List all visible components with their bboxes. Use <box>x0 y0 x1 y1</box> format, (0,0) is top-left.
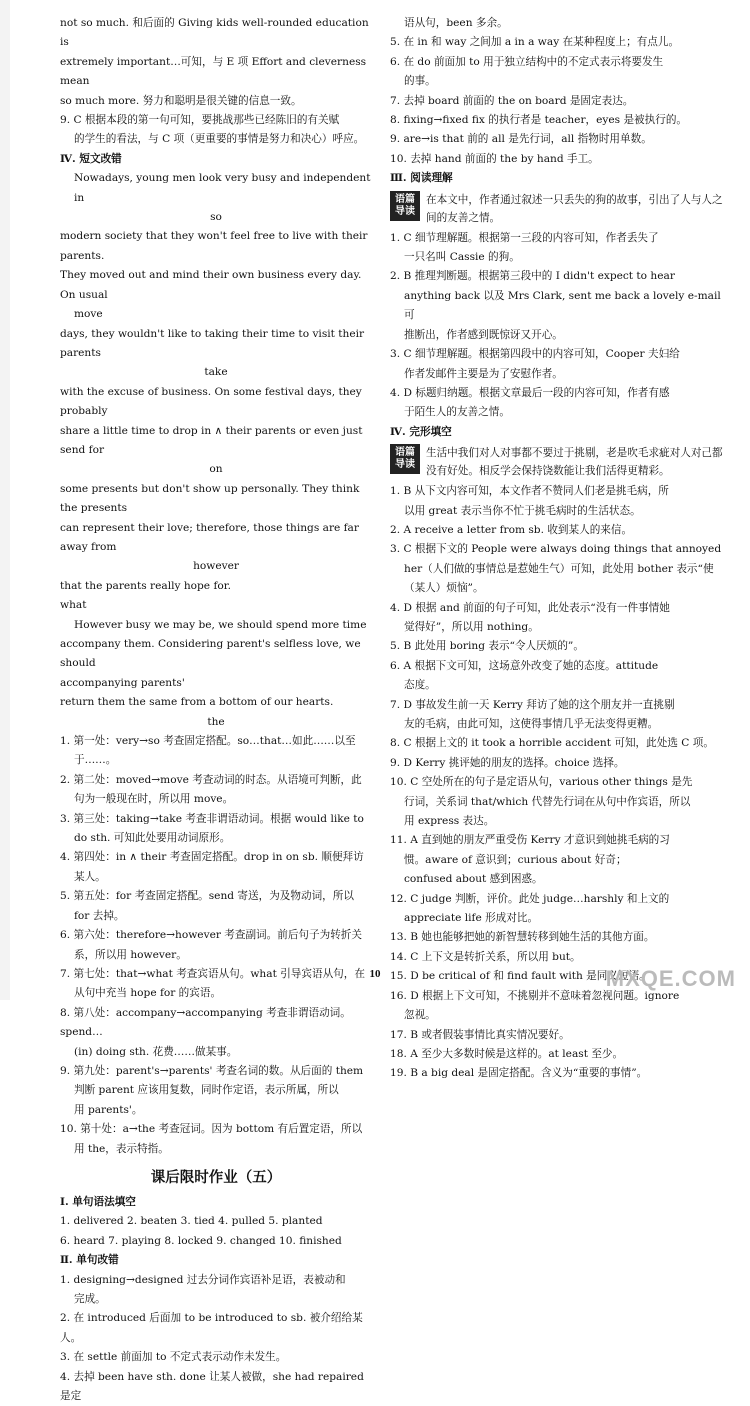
text-line: 2. A receive a letter from sb. 收到某人的来信。 <box>390 523 633 536</box>
text-line: They moved out and mind their own business every day. On usual <box>60 269 362 301</box>
text-line: Ⅳ. 短文改错 <box>60 152 122 165</box>
text-line: 17. B 或者假装事情比真实情况要好。 <box>390 1028 570 1041</box>
text-line: 判断 parent 应该用复数，同时作定语，表示所属，所以 <box>74 1084 339 1097</box>
text-line: 6. 第六处：therefore→however 考查副词。前后句子为转折关 <box>60 929 362 942</box>
text-line: 1. C 细节理解题。根据第一三段的内容可知，作者丢失了 <box>390 231 659 244</box>
text-line: what <box>60 599 87 612</box>
text-line: 7. D 事故发生前一天 Kerry 拜访了她的这个朋友并一直挑剔 <box>390 698 675 711</box>
text-line: 句为一般现在时，所以用 move。 <box>74 793 234 806</box>
left-column <box>60 14 372 1406</box>
text-line: 4. D 根据 and 前面的句子可知，此处表示“没有一件事情她 <box>390 601 670 614</box>
text-line: 用 express 表达。 <box>404 815 495 828</box>
text-line: 8. C 根据上文的 it took a horrible accident 可知，此处选 C 项。 <box>390 737 714 750</box>
text-line: 7. 第七处：that→what 考查宾语从句。what 引导宾语从句，在 <box>60 967 365 980</box>
text-line: days, they wouldn't like to taking their time to visit their parents <box>60 327 365 359</box>
guide-badge: 语篇导读 <box>390 191 420 221</box>
text-line: accompanying parents' <box>60 676 185 689</box>
watermark-logo: MXQE.COM <box>605 966 736 991</box>
text-line: However busy we may be, we should spend more time <box>74 618 367 631</box>
text-line: 2. 第二处：moved→move 考查动词的时态。从语境可判断，此 <box>60 773 362 786</box>
text-line: 的学生的看法，与 C 项（更重要的事情是努力和决心）呼应。 <box>74 133 365 146</box>
text-line: 11. A 直到她的朋友严重受伤 Kerry 才意识到她挑毛病的习 <box>390 834 670 847</box>
text-line: 友的毛病，由此可知，这使得事情几乎无法变得更糟。 <box>404 718 659 730</box>
text-line: 9. 第九处：parent's→parents' 考查名词的数。从后面的 them <box>60 1064 364 1077</box>
text-line: 从句中充当 hope for 的宾语。 <box>74 987 222 1000</box>
text-line: Nowadays, young men look very busy and independent in <box>74 172 371 204</box>
text-line: 用 parents'。 <box>74 1103 143 1116</box>
right-text-block-2 <box>390 229 728 442</box>
page-edge-shadow <box>0 0 10 1000</box>
text-line: 1. delivered 2. beaten 3. tied 4. pulled 5. planted <box>60 1215 323 1228</box>
text-line: however <box>193 560 239 573</box>
text-line: 系，所以用 however。 <box>74 948 187 961</box>
text-line: 忽视。 <box>404 1009 436 1022</box>
page-number: 10 <box>369 968 381 980</box>
right-text-block-3 <box>390 482 728 1084</box>
text-line: （某人）烦恼”。 <box>404 582 484 595</box>
text-line: that the parents really hope for. <box>60 579 232 592</box>
text-line: 4. D 标题归纳题。根据文章最后一段的内容可知，作者有感 <box>390 386 670 399</box>
text-line: anything back 以及 Mrs Clark, sent me back a lovely e-mail 可 <box>404 289 721 322</box>
text-line: 16. D 根据上下文可知，不挑剔并不意味着忽视问题。ignore <box>390 989 680 1002</box>
text-line: 9. D Kerry 挑评她的朋友的选择。choice 选择。 <box>390 756 625 769</box>
text-line: with the excuse of business. On some festival days, they probably <box>60 385 362 418</box>
text-line: so much more. 努力和聪明是很关键的信息一致。 <box>60 94 302 107</box>
cloze-guide-banner <box>390 444 728 480</box>
text-line: 6. heard 7. playing 8. locked 9. changed 10. finished <box>60 1234 342 1247</box>
right-column <box>390 14 728 1084</box>
text-line: 3. C 细节理解题。根据第四段中的内容可知，Cooper 夫妇给 <box>390 348 680 361</box>
text-line: return them the same from a bottom of our hearts. <box>60 696 334 709</box>
text-line: 6. A 根据下文可知，这场意外改变了她的态度。attitude <box>390 659 659 672</box>
text-line: 2. B 推理判断题。根据第三段中的 I didn't expect to hear <box>390 270 675 283</box>
text-line: not so much. 和后面的 Giving kids well-rounded education is <box>60 17 369 49</box>
text-line: 12. C judge 判断，评价。此处 judge…harshly 和上文的 <box>390 892 670 905</box>
text-line: 10. 第十处：a→the 考查冠词。因为 bottom 有后置定语，所以 <box>60 1123 363 1136</box>
text-line: 8. 第八处：accompany→accompanying 考查非谓语动词。spend… <box>60 1006 351 1039</box>
text-line: 19. B a big deal 是固定搭配。含义为“重要的事情”。 <box>390 1067 648 1080</box>
guide-badge: 语篇导读 <box>390 444 420 474</box>
text-line: share a little time to drop in ∧ their parents or even just send for <box>60 424 363 456</box>
text-line: 觉得好”，所以用 nothing。 <box>404 620 539 633</box>
text-line: some presents but don't show up personally. They think the presents <box>60 482 360 515</box>
text-line: Ⅳ. 完形填空 <box>390 425 452 438</box>
text-line: 行词，关系词 that/which 代替先行词在从句中作宾语，所以 <box>404 795 691 808</box>
reading-guide-banner <box>390 191 728 227</box>
left-text-block <box>60 14 372 1159</box>
text-line: for 去掉。 <box>74 909 125 922</box>
text-line: 语从句，been 多余。 <box>404 17 508 29</box>
text-line: 9. C 根据本段的第一句可知，要挑战那些已经陈旧的有关赋 <box>60 114 340 127</box>
text-line: 作者发邮件主要是为了安慰作者。 <box>404 367 563 380</box>
text-line: 8. fixing→fixed fix 的执行者是 teacher，eyes 是被执行的。 <box>390 114 688 127</box>
text-line: 1. B 从下文内容可知，本文作者不赞同人们老是挑毛病，所 <box>390 485 669 498</box>
text-line: so <box>210 211 222 224</box>
text-line: Ⅰ. 单句语法填空 <box>60 1195 136 1208</box>
text-line: do sth. 可知此处要用动词原形。 <box>74 832 231 845</box>
text-line: 推断出，作者感到既惊讶又开心。 <box>404 328 563 341</box>
text-line: 一只名叫 Cassie 的狗。 <box>404 251 520 264</box>
text-line: 7. 去掉 board 前面的 the on board 是固定表达。 <box>390 94 634 107</box>
text-line: 14. C 上下文是转折关系，所以用 but。 <box>390 950 581 963</box>
text-line: 10. C 空处所在的句子是定语从句，various other things 是先 <box>390 776 693 789</box>
text-line: 5. 第五处：for 考查固定搭配。send 寄送，为及物动词，所以 <box>60 890 354 903</box>
text-line: 6. 在 do 前面加 to 用于独立结构中的不定式表示将要发生 <box>390 55 664 68</box>
text-line: 完成。 <box>74 1293 106 1305</box>
text-line: 13. B 她也能够把她的新智慧转移到她生活的其他方面。 <box>390 931 655 944</box>
text-line: 15. D be critical of 和 find fault with 是同义短语。 <box>390 970 650 983</box>
text-line: Ⅱ. 单句改错 <box>60 1254 119 1267</box>
right-text-block <box>390 14 728 189</box>
text-line: 于陌生人的友善之情。 <box>404 406 510 419</box>
text-line: 2. 在 introduced 后面加 to be introduced to sb. 被介绍给某人。 <box>60 1312 363 1344</box>
text-line: 4. 去掉 been have sth. done 让某人被做，she had repaired 是定 <box>60 1370 364 1403</box>
text-line: 4. 第四处：in ∧ their 考查固定搭配。drop in on sb. 顺便拜访 <box>60 851 364 864</box>
text-line: 9. are→is that 前的 all 是先行词，all 指物时用单数。 <box>390 133 652 146</box>
text-line: (in) doing sth. 花费……做某事。 <box>74 1045 238 1058</box>
text-line: 态度。 <box>404 679 436 692</box>
text-line: 5. B 此处用 boring 表示“令人厌烦的”。 <box>390 640 584 653</box>
text-line: 18. A 至少大多数时候是这样的。at least 至少。 <box>390 1047 624 1060</box>
section-heading: 课后限时作业（五） <box>150 1168 282 1186</box>
text-line: extremely important…可知，与 E 项 Effort and cleverness mean <box>60 55 367 88</box>
left-text-block-2 <box>60 1193 372 1406</box>
text-line: 3. C 根据下文的 People were always doing things that annoyed <box>390 543 722 556</box>
text-line: 3. 第三处：taking→take 考查非谓语动词。根据 would like to <box>60 812 364 825</box>
text-line: accompany them. Considering parent's selfless love, we should <box>60 638 361 670</box>
text-line: her（人们做的事情总是惹她生气）可知，此处用 bother 表示“使 <box>404 562 714 575</box>
text-line: 10. 去掉 hand 前面的 the by hand 手工。 <box>390 152 599 165</box>
text-line: can represent their love; therefore, those things are far away from <box>60 521 359 553</box>
guide-text: 生活中我们对人对事都不要过于挑剔，老是吹毛求疵对人对己都没有好处。相反学会保持饶数能让我们活得更精彩。 <box>426 447 723 478</box>
text-line: 的事。 <box>404 75 436 88</box>
text-line: modern society that they won't feel free to live with their parents. <box>60 230 368 262</box>
text-line: 1. 第一处：very→so 考查固定搭配。so…that…如此……以至 <box>60 735 356 748</box>
text-line: 惯。aware of 意识到；curious about 好奇； <box>404 853 627 866</box>
text-line: 5. 在 in 和 way 之间加 a in a way 在某种程度上；有点儿。 <box>390 36 680 49</box>
text-line: 3. 在 settle 前面加 to 不定式表示动作未发生。 <box>60 1351 287 1364</box>
text-line: 以用 great 表示当你不忙于挑毛病时的生活状态。 <box>404 504 641 517</box>
text-line: 于……。 <box>74 754 117 767</box>
text-line: appreciate life 形成对比。 <box>404 912 539 925</box>
text-line: 用 the，表示特指。 <box>74 1142 169 1155</box>
text-line: take <box>204 366 228 379</box>
text-line: confused about 感到困惑。 <box>404 873 543 886</box>
text-line: on <box>209 463 223 476</box>
guide-text: 在本文中，作者通过叙述一只丢失的狗的故事，引出了人与人之间的友善之情。 <box>426 193 723 224</box>
text-line: move <box>74 308 103 321</box>
text-line: 某人。 <box>74 870 106 883</box>
text-line: the <box>207 715 225 728</box>
text-line: Ⅲ. 阅读理解 <box>390 172 453 185</box>
text-line: 1. designing→designed 过去分词作宾语补足语，表被动和 <box>60 1273 346 1286</box>
